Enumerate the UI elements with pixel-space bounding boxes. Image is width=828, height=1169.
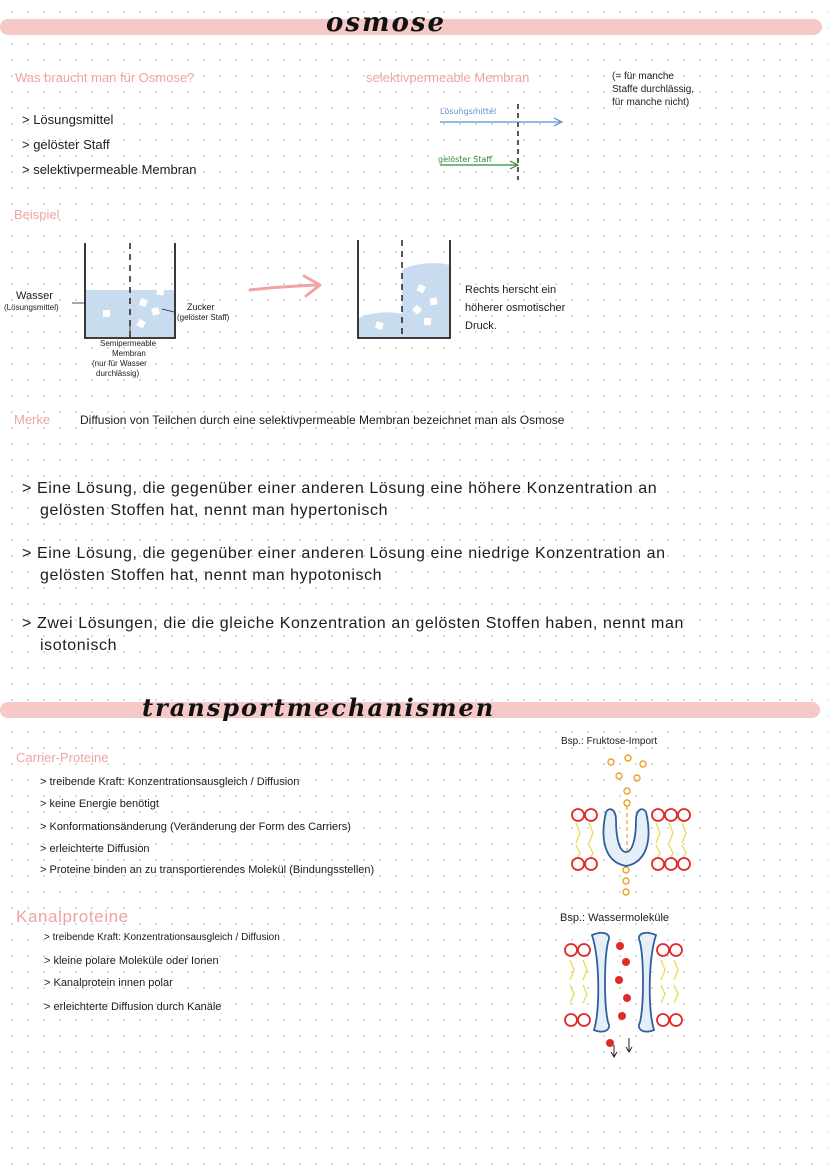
water-label: Wasser [16, 290, 53, 302]
merke-label: Merke [14, 412, 51, 427]
carrier-item: > erleichterte Diffusion [40, 843, 150, 855]
pressure-text: höherer osmotischer [465, 302, 566, 314]
carrier-heading: Carrier-Proteine [16, 750, 109, 765]
carrier-item: > keine Energie benötigt [40, 798, 159, 810]
need-item: > gelöster Staff [22, 137, 110, 152]
osmose-title: osmose [326, 8, 447, 38]
example-heading: Beispiel [14, 207, 60, 222]
kanal-item: > erleichterte Diffusion durch Kanäle [44, 1001, 222, 1013]
transport-title: transportmechanismen [142, 693, 496, 722]
semipermeable-label: (nur für Wasser [92, 359, 147, 368]
need-item: > Lösungsmittel [22, 112, 114, 127]
hypotonic-line: gelösten Stoffen hat, nennt man hypotonisch [40, 567, 383, 584]
pressure-text: Rechts herscht ein [465, 284, 557, 296]
question-heading: Was braucht man für Osmose? [15, 70, 195, 85]
kanal-item: > kleine polare Moleküle oder Ionen [44, 955, 219, 967]
carrier-example-label: Bsp.: Fruktose-Import [561, 736, 658, 747]
membrane-heading: selektivpermeable Membran [366, 70, 530, 85]
merke-text: Diffusion von Teilchen durch eine selektivpermeable Membran bezeichnet man als Osmose [80, 413, 565, 427]
membrane-note: für manche nicht) [612, 97, 690, 108]
membrane-note: (= für manche [612, 71, 674, 82]
kanal-item: > treibende Kraft: Konzentrationsausgleich / Diffusion [44, 932, 280, 943]
kanal-item: > Kanalprotein innen polar [44, 977, 173, 989]
kanal-example-label: Bsp.: Wassermoleküle [560, 912, 670, 924]
semipermeable-label: durchlässig) [96, 369, 140, 378]
need-item: > selektivpermeable Membran [22, 162, 197, 177]
hypertonic-line: gelösten Stoffen hat, nennt man hypertonisch [40, 502, 389, 519]
carrier-item: > treibende Kraft: Konzentrationsausgleich / Diffusion [40, 776, 300, 788]
carrier-item: > Proteine binden an zu transportierendes Molekül (Bindungsstellen) [40, 864, 375, 876]
sugar-label: Zucker [187, 302, 215, 312]
membrane-note: Staffe durchlässig, [612, 84, 695, 95]
diagram-solute-label: gelöster Staff [438, 155, 492, 164]
semipermeable-label: Semipermeable [100, 339, 157, 348]
kanal-heading: Kanalproteine [16, 907, 129, 926]
water-label-sub: (Lösungsmittel) [4, 303, 59, 312]
isotonic-line: isotonisch [40, 637, 118, 654]
diagram-solvent-label: Lösungsmittel [440, 107, 497, 116]
hypotonic-line: > Eine Lösung, die gegenüber einer anderen Lösung eine niedrige Konzentration an [22, 545, 666, 562]
semipermeable-label: Membran [112, 349, 146, 358]
isotonic-line: > Zwei Lösungen, die die gleiche Konzentration an gelösten Stoffen haben, nennt man [22, 615, 684, 632]
carrier-item: > Konformationsänderung (Veränderung der Form des Carriers) [40, 821, 351, 833]
sugar-label-sub: (gelöster Staff) [177, 313, 230, 322]
hypertonic-line: > Eine Lösung, die gegenüber einer anderen Lösung eine höhere Konzentration an [22, 480, 658, 497]
pressure-text: Druck. [465, 320, 497, 332]
